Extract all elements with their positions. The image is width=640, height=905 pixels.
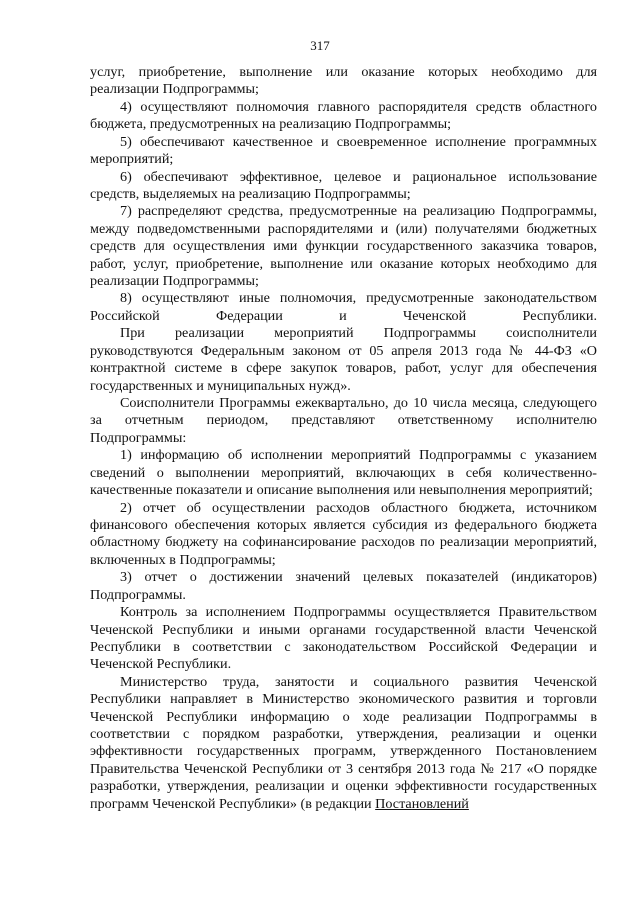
- paragraph-control: Контроль за исполнением Подпрограммы осуществляется Правительством Чеченской Республики и иными органами государственной власти Чеченской Республики в соответствии с законодательством Российской Федерации и Чеченской Республики.: [90, 604, 597, 673]
- paragraph-item-6: 6) обеспечивают эффективное, целевое и рациональное использование средств, выделяемых на реализацию Подпрограммы;: [90, 168, 597, 202]
- paragraph-item-7: 7) распределяют средства, предусмотренные на реализацию Подпрограммы, между подведомственными распорядителями и (или) получателями бюджетных средств для осуществления ими функции государственного заказчика товаров, работ, услуг, приобретение, выполнение или оказание которых необходимо для реализации Подпрограммы;: [90, 203, 597, 290]
- paragraph-item-4: 4) осуществляют полномочия главного распорядителя средств областного бюджета, предусмотренных на реализацию Подпрограммы;: [90, 98, 597, 133]
- paragraph-continuation: услуг, приобретение, выполнение или оказание которых необходимо для реализации Подпрограммы;: [90, 64, 597, 98]
- paragraph-item-5: 5) обеспечивают качественное и своевременное исполнение программных мероприятий;: [90, 133, 597, 168]
- paragraph-item-8: 8) осуществляют иные полномочия, предусмотренные законодательством Российской Федерации и Чеченской Республики.: [90, 290, 597, 324]
- paragraph-ministry-text: Министерство труда, занятости и социального развития Чеченской Республики направляет в Министерство экономического развития и торговли Чеченской Республики информацию о ходе реализации Подпрограммы в соответствии с порядком разработки, утверждения, реализации и оценки эффективности государственных программ, утвержденного Постановлением Правительства Чеченской Республики от 3 сентября 2013 года № 217 «О порядке разработки, утверждения, реализации и оценки эффективности государственных программ Чеченской Республики» (в редакции: [90, 673, 597, 812]
- paragraph-ministry: [90, 674, 597, 813]
- decree-link[interactable]: Постановлений: [375, 795, 469, 812]
- paragraph-coexecutors-law: При реализации мероприятий Подпрограммы соисполнители руководствуются Федеральным законом от 05 апреля 2013 года № 44-ФЗ «О контрактной системе в сфере закупок товаров, работ, услуг для обеспечения государственных и муниципальных нужд».: [90, 325, 597, 394]
- paragraph-report-item-1: 1) информацию об исполнении мероприятий Подпрограммы с указанием сведений о выполнении мероприятий, включающих в себя количественно-качественные показатели и описание выполнения или невыполнения мероприятий;: [90, 447, 597, 499]
- document-body: [90, 64, 597, 813]
- paragraph-report-item-2: 2) отчет об осуществлении расходов областного бюджета, источником финансового обеспечения которых является субсидия из федерального бюджета областному бюджету на софинансирование расходов по реализации мероприятий, включенных в Подпрограммы;: [90, 499, 597, 568]
- page-number: 317: [310, 38, 330, 53]
- paragraph-quarterly-reporting: Соисполнители Программы ежеквартально, до 10 числа месяца, следующего за отчетным периодом, представляют ответственному исполнителю Подпрограммы:: [90, 395, 597, 446]
- paragraph-report-item-3: 3) отчет о достижении значений целевых показателей (индикаторов) Подпрограммы.: [90, 569, 597, 603]
